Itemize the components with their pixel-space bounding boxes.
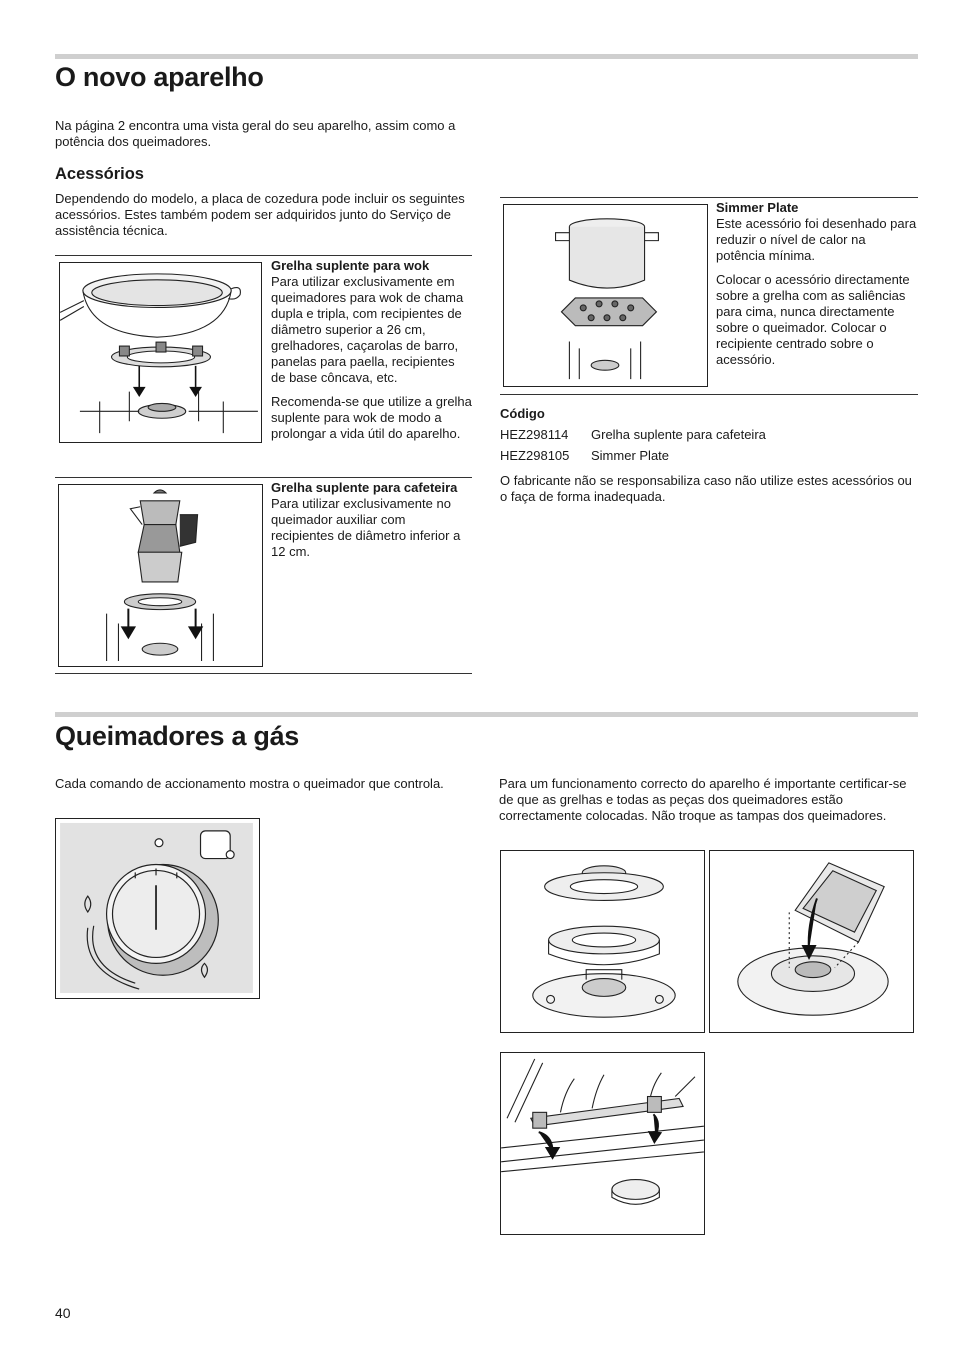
section-title-novo-aparelho: O novo aparelho (55, 62, 264, 92)
codigo-title: Código (500, 406, 545, 421)
section-rule-top (55, 54, 918, 59)
codigo-note: O fabricante não se responsabiliza caso não utilize estes acessórios ou o faça de forma inadequada. (500, 473, 912, 504)
divider (55, 255, 472, 256)
codigo-row (500, 427, 918, 443)
simmer-text (716, 200, 918, 376)
burner-parts-exploded-illustration (500, 850, 705, 1033)
codigo-block (500, 406, 918, 513)
page-number: 40 (55, 1305, 71, 1321)
codigo-desc: Simmer Plate (591, 448, 670, 463)
wok-paragraph-2: Recomenda-se que utilize a grelha suplente para wok de modo a prolongar a vida útil do aparelho. (271, 394, 472, 441)
codigo-code: HEZ298114 (500, 427, 569, 442)
codigo-code: HEZ298105 (500, 448, 570, 463)
divider (55, 477, 472, 478)
wok-title: Grelha suplente para wok (271, 258, 430, 273)
grid-placement-illustration (500, 1052, 705, 1235)
wok-paragraph-1: Para utilizar exclusivamente em queimadores para wok de chama dupla e tripla, com recipientes de diâmetro superior a 26 cm, grelhadores, caçarolas de barro, panelas para paella, recipientes de base côncava, etc. (271, 274, 464, 385)
coffee-paragraph-1: Para utilizar exclusivamente no queimador auxiliar com recipientes de diâmetro inferior a 12 cm. (271, 496, 461, 559)
codigo-desc: Grelha suplente para cafeteira (591, 427, 766, 442)
coffee-text (271, 480, 461, 568)
burners-right-text: Para um funcionamento correcto do aparelho é importante certificar-se de que as grelhas e todas as peças dos queimadores estão correctamente colocadas. Não troque as tampas dos queimadores. (499, 776, 907, 823)
simmer-paragraph-1: Este acessório foi desenhado para reduzir o nível de calor na potência mínima. (716, 216, 917, 263)
divider (500, 197, 918, 198)
accessories-intro: Dependendo do modelo, a placa de cozedura pode incluir os seguintes acessórios. Estes também podem ser adquiridos junto do Serviço de assistência técnica. (55, 191, 465, 238)
section-title-queimadores: Queimadores a gás (55, 721, 300, 751)
section-rule-top (55, 712, 918, 717)
codigo-row (500, 448, 918, 464)
burners-left-text: Cada comando de accionamento mostra o queimador que controla. (55, 776, 444, 791)
wok-text (271, 258, 472, 450)
control-knob-illustration (55, 818, 260, 999)
subtitle-acessorios: Acessórios (55, 165, 144, 183)
burner-cap-placement-illustration (709, 850, 914, 1033)
simmer-paragraph-2: Colocar o acessório directamente sobre a grelha com as saliências para cima, nunca directamente sobre o queimador. Colocar o recipiente centrado sobre o acessório. (716, 272, 910, 367)
wok-grid-illustration (59, 262, 262, 443)
divider (500, 394, 918, 395)
coffee-grid-illustration (58, 484, 263, 667)
divider (55, 673, 472, 674)
simmer-plate-illustration (503, 204, 708, 387)
simmer-title: Simmer Plate (716, 200, 799, 215)
coffee-title: Grelha suplente para cafeteira (271, 480, 458, 495)
intro-paragraph: Na página 2 encontra uma vista geral do seu aparelho, assim como a potência dos queimadores. (55, 118, 456, 149)
